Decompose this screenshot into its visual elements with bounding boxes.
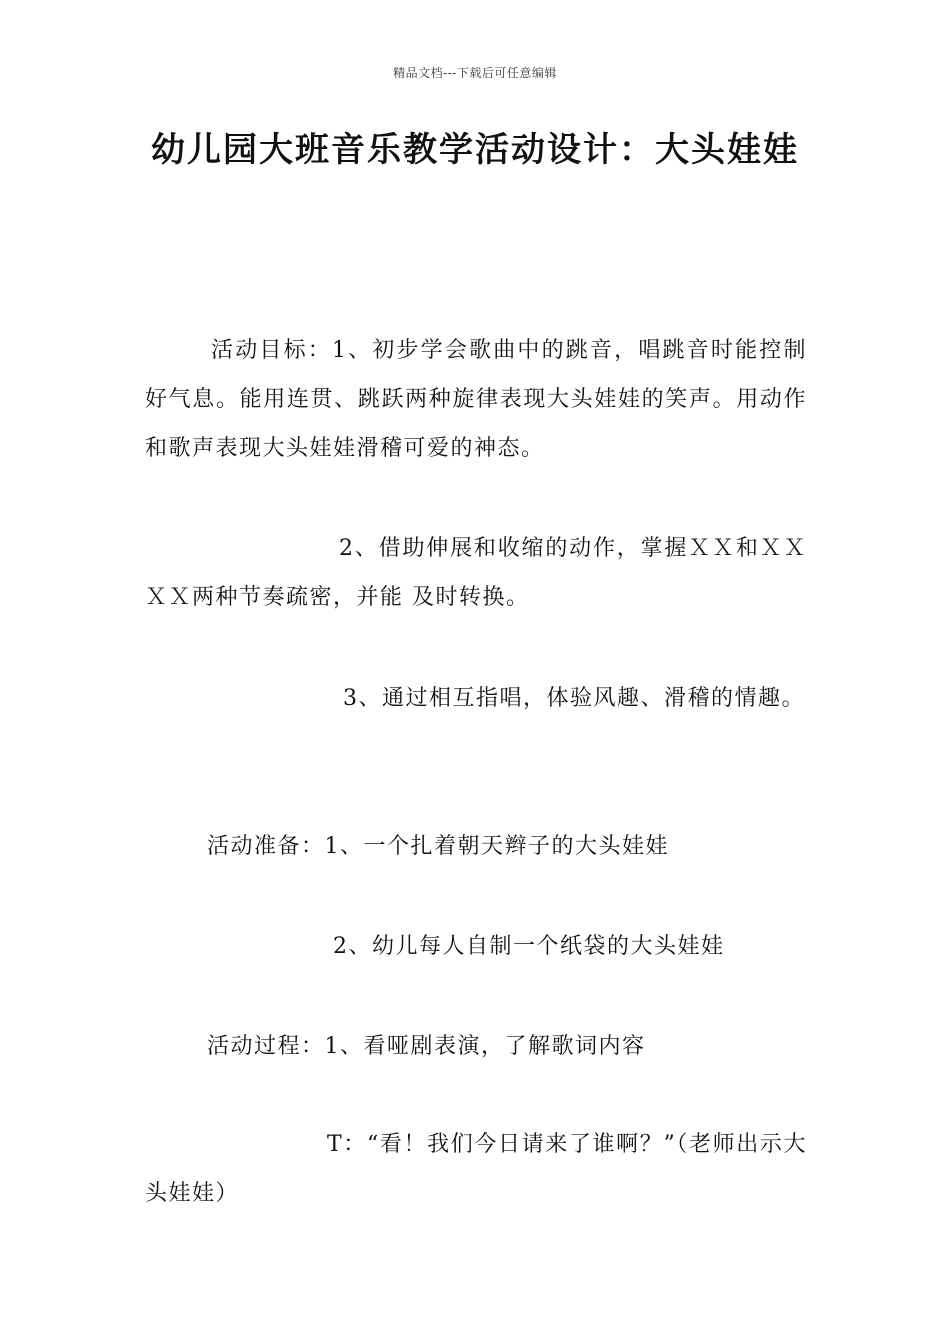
paragraph-process-1: 活动过程：1、看哑剧表演，了解歌词内容 (207, 1034, 646, 1059)
paragraph-preparation-2: 2、幼儿每人自制一个纸袋的大头娃娃 (333, 934, 725, 959)
paragraph-activity-goal-3: 3、通过相互指唱，体验风趣、滑稽的情趣。 (343, 686, 805, 711)
paragraph-activity-goal-1: 活动目标：1、初步学会歌曲中的跳音，唱跳音时能控制好气息。能用连贯、跳跃两种旋律表现大头娃娃的笑声。用动作和歌声表现大头娃娃滑稽可爱的神态。 (145, 338, 807, 461)
paragraph-activity-goal-2: 2、借助伸展和收缩的动作，掌握ＸＸ和ＸＸ ＸＸ两种节奏疏密，并能 及时转换。 (145, 536, 807, 610)
paragraph-teacher-line: T：“看！我们今日请来了谁啊？”（老师出示大头娃娃） (145, 1132, 807, 1206)
header-note: 精品文档---下载后可任意编辑 (393, 66, 557, 80)
document-title: 幼儿园大班音乐教学活动设计：大头娃娃 (151, 130, 799, 170)
paragraph-preparation-1: 活动准备：1、一个扎着朝天辫子的大头娃娃 (207, 834, 669, 859)
